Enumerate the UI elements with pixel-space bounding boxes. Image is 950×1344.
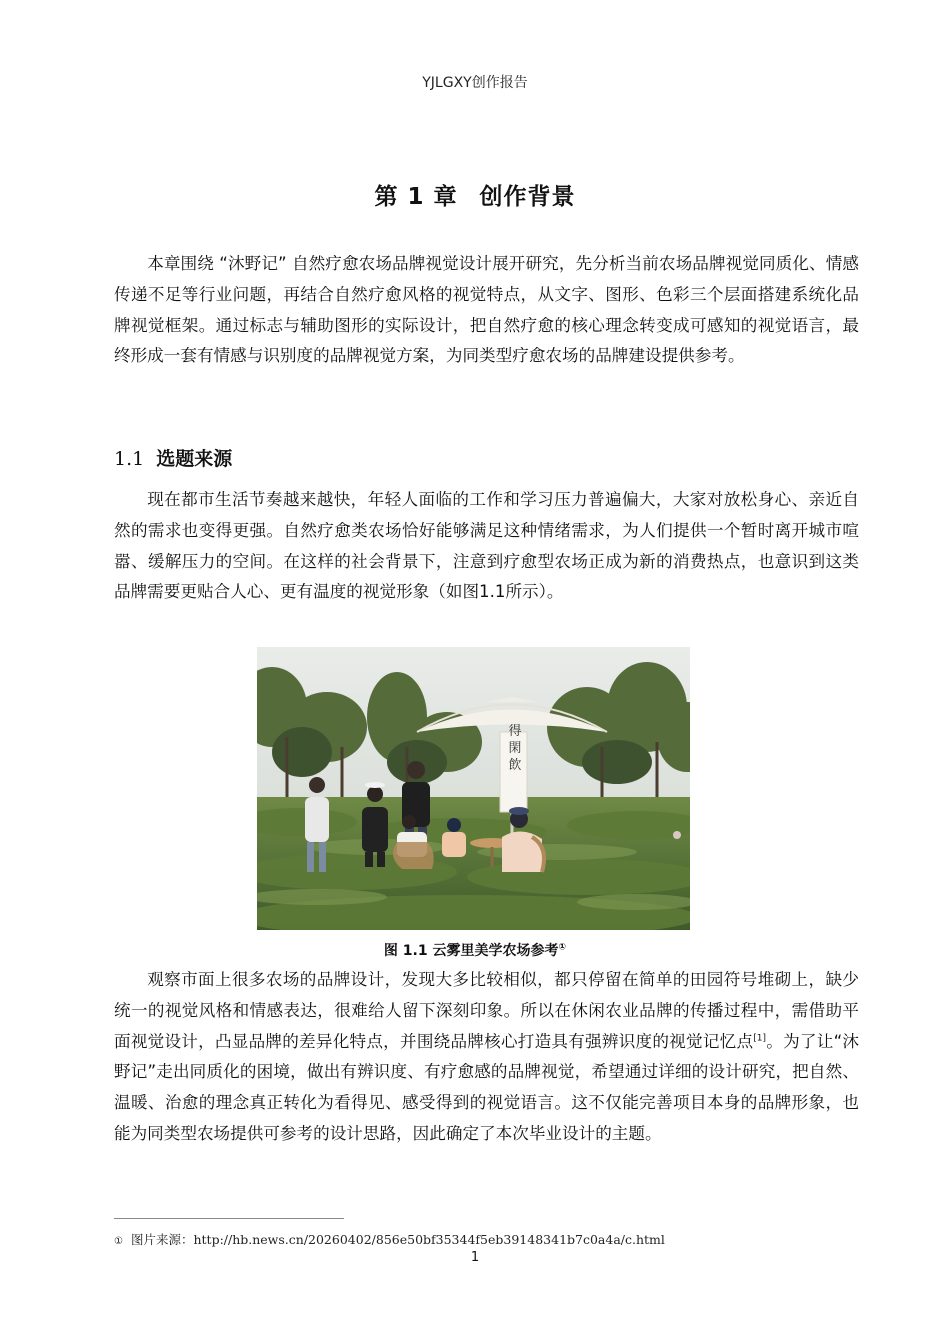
footnote-mark: ① bbox=[114, 1236, 123, 1247]
caption-footnote-mark: ① bbox=[558, 942, 567, 953]
footnote-text[interactable]: 图片来源：http://hb.news.cn/20260402/856e50bf35344f5eb39148341b7c0a4a/c.html bbox=[130, 1232, 665, 1247]
footnote bbox=[114, 1230, 665, 1248]
body-paragraph-2: 观察市面上很多农场的品牌设计，发现大多比较相似，都只停留在简单的田园符号堆砌上，缺少统一的视觉风格和情感表达，很难给人留下深刻印象。所以在休闲农业品牌的传播过程中，需借助平面视觉设计，凸显品牌的差异化特点，并围绕品牌核心打造具有强辨识度的视觉记忆点[1]。为了让“沐野记”走出同质化的困境，做出有辨识度、有疗愈感的品牌视觉，希望通过详细的设计研究，把自然、温暖、治愈的理念真正转化为看得见、感受得到的视觉语言。这不仅能完善项目本身的品牌形象，也能为同类型农场提供可参考的设计思路，因此确定了本次毕业设计的主题。 bbox=[114, 970, 859, 1143]
farm-photo bbox=[257, 647, 690, 930]
body-paragraph-1: 现在都市生活节奏越来越快，年轻人面临的工作和学习压力普遍偏大，大家对放松身心、亲近自然的需求也变得更强。自然疗愈类农场恰好能够满足这种情绪需求，为人们提供一个暂时离开城市喧嚣、缓解压力的空间。在这样的社会背景下，注意到疗愈型农场正成为新的消费热点，也意识到这类品牌需要更贴合人心、更有温度的视觉形象（如图1.1所示）。 bbox=[114, 490, 859, 602]
footnote-divider bbox=[114, 1218, 344, 1219]
figure-caption: 图 1.1 云雾里美学农场参考① bbox=[383, 942, 567, 959]
section-heading bbox=[114, 444, 232, 471]
chapter-number: 第 1 章 bbox=[374, 184, 458, 210]
chapter-title bbox=[0, 178, 950, 211]
citation-marker[interactable]: [1] bbox=[753, 1033, 767, 1044]
section-name: 选题来源 bbox=[156, 448, 233, 470]
section-number: 1.1 bbox=[114, 448, 145, 470]
sign-banner-text: 得閑飲 bbox=[505, 723, 521, 775]
chapter-name: 创作背景 bbox=[479, 184, 576, 210]
intro-paragraph: 本章围绕 “沐野记” 自然疗愈农场品牌视觉设计展开研究，先分析当前农场品牌视觉同质化、情感传递不足等行业问题，再结合自然疗愈风格的视觉特点，从文字、图形、色彩三个层面搭建系统化品牌视觉框架。通过标志与辅助图形的实际设计，把自然疗愈的核心理念转变成可感知的视觉语言，最终形成一套有情感与识别度的品牌视觉方案，为同类型疗愈农场的品牌建设提供参考。 bbox=[114, 254, 859, 366]
page-number: 1 bbox=[470, 1250, 480, 1265]
page-header: YJLGXY创作报告 bbox=[422, 75, 528, 91]
